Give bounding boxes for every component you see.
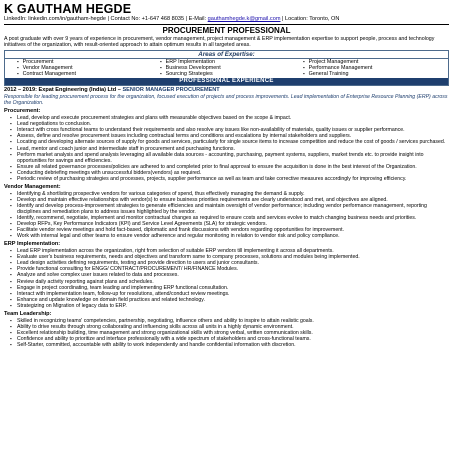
- list-item: ▪ Interact with cross functional teams to understand their requirements and also resolve any issues like non-availability of materials, quality issues or supplier performance.: [17, 127, 449, 133]
- expertise-item: ▪ Contract Management: [17, 71, 160, 77]
- summary: A post graduate with over 9 years of experience in procurement, vendor management, project management & ERP implementation expertise to support people, process and technology initiatives of the organization, with result-oriented approach to attain optimum results in all targeted areas.: [4, 36, 435, 49]
- list-item: ▪ Lead, mentor and coach junior and intermediate staff in procurement and purchasing functions.: [17, 146, 449, 152]
- list-item: ▪ Develop and maintain effective relationships with vendor(s) to ensure business priorities requirements are clearly understood and met, and objectives are aligned.: [17, 197, 449, 203]
- list-item: ▪ Lead, develop and execute procurement strategies and plans with measurable objectives based on the scope & impact.: [17, 115, 449, 121]
- list-item: ▪ Engage in project coordinating, team leading and implementing ERP functional consultation.: [17, 285, 449, 291]
- job-heading: [4, 87, 449, 94]
- expertise-item: ▪ Procurement: [17, 59, 160, 65]
- section-title: Procurement:: [4, 108, 41, 115]
- bullet-list: [4, 318, 449, 348]
- list-item: ▪ Ensure all related governance processes/policies are adhered to and completed prior to final approval to ensure the acquisition is done in the best interest of the Organization.: [17, 164, 449, 170]
- role-note: Responsible for leading procurement process for the organization, focused execution of projects and process improvements. Lead implementation of Enterprise Resource Planning (ERP) across the Organization.: [4, 94, 448, 107]
- expertise-item: ▪ Performance Management: [303, 65, 446, 71]
- job-role: SENIOR MANAGER PROCUREMENT: [122, 87, 220, 94]
- bullet-list: [4, 248, 449, 309]
- expertise-item: ▪ ERP Implementation: [160, 59, 303, 65]
- list-item: ▪ Locating and developing alternate sources of supply for goods and services, particularly for single source items to increase competition and reduce the cost of goods / services purchased.: [17, 139, 449, 145]
- contact-details: LinkedIn: linkedin.com/in/gautham-hegde | Contact No: +1-647 468 8035 | E-Mail:: [4, 16, 207, 22]
- section-title: Vendor Management:: [4, 184, 61, 191]
- list-item: ▪ Perform market analysis and spend analysis leveraging all available data sources - accounting, purchasing, payment systems, suppliers, market trends etc. to provide insight into opportunities for savings and efficiencies.: [17, 152, 449, 164]
- expertise-item: ▪ General Training: [303, 71, 446, 77]
- list-item: ▪ Lead design activities defining requirements, testing and provide direction to users and junior consultants.: [17, 260, 449, 266]
- expertise-item: ▪ Sourcing Strategies: [160, 71, 303, 77]
- contact-line: [4, 16, 449, 25]
- list-item: ▪ Self-Starter, committed, accountable with ability to work independently and handle confidential information with discretion.: [17, 342, 449, 348]
- expertise-box: [4, 50, 449, 87]
- list-item: ▪ Interact with implementation team, follow-up for resolutions, attend/conduct review meetings.: [17, 291, 449, 297]
- list-item: ▪ Evaluate user's business requirements, needs and objectives and transform same to company processes, solutions and modules being implemented.: [17, 254, 449, 260]
- list-item: ▪ Assess, define and resolve procurement issues including contractual terms and conditions and escalations by internal stakeholders and suppliers.: [17, 133, 449, 139]
- list-item: ▪ Enhance and update knowledge on domain field practices and related technology.: [17, 297, 449, 303]
- list-item: ▪ Skilled in recognizing teams' competencies, partnership, negotiating, influence others and ability to inspire to attain realistic goals.: [17, 318, 449, 324]
- list-item: ▪ Provide functional consulting for ENGG/ CONTRACT/PROCUREMENT/ HR/FINANCE Modules.: [17, 266, 449, 272]
- experience-band: PROFESSIONAL EXPERIENCE: [5, 78, 448, 85]
- list-item: ▪ Work with internal legal and other teams to ensure vendor adherence and regular monitoring in relation to vendor risk and policy compliance.: [17, 233, 449, 239]
- bullet-list: [4, 115, 449, 182]
- list-item: ▪ Lead negotiations to conclusion.: [17, 121, 449, 127]
- headline: PROCUREMENT PROFESSIONAL: [162, 26, 291, 35]
- list-item: ▪ Confidence and ability to prioritize and interface professionally with a wide spectrum of stakeholders and cross-functional teams.: [17, 336, 449, 342]
- list-item: ▪ Review daily activity reporting against plans and schedules.: [17, 279, 449, 285]
- list-item: ▪ Conducting debriefing meetings with unsuccessful bidders(vendors) as required.: [17, 170, 449, 176]
- list-item: ▪ Strategizing on Migration of legacy data to ERP.: [17, 303, 449, 309]
- expertise-item: ▪ Project Management: [303, 59, 446, 65]
- candidate-name: K GAUTHAM HEGDE: [4, 2, 132, 16]
- list-item: ▪ Identify, recommend, negotiate, implement and monitor contractual changes as required to ensure costs and services evolve to match changing business needs and priorities.: [17, 215, 449, 221]
- expertise-item: ▪ Vendor Management: [17, 65, 160, 71]
- list-item: ▪ Develop RFPs, Key Performance Indicators (KPI) and Service Level Agreements (SLA) for strategic vendors.: [17, 221, 449, 227]
- list-item: ▪ Identify and develop process-improvement strategies to generate efficiencies and maintain oversight of vendor performance; including vendor performance management, reporting disciplines and remediation plans to address issues highlighted by the vendor.: [17, 203, 449, 215]
- expertise-grid: [5, 59, 448, 79]
- list-item: ▪ Periodic review of purchasing strategies and processes, projects, supplier performance as well as team and take corrective measures accordingly for improving efficiency.: [17, 176, 449, 182]
- list-item: ▪ Lead ERP implementation across the organization, right from selection of suitable ERP vendors till implementing it across all departments.: [17, 248, 449, 254]
- section-title: ERP Implementation:: [4, 241, 61, 248]
- list-item: ▪ Excellent relationship building, time management and strong organizational skills with strong verbal, written communication skills.: [17, 330, 449, 336]
- expertise-title: Areas of Expertise:: [5, 51, 448, 59]
- list-item: ▪ Ability to drive results through strong collaborating and influencing skills across all units in a highly dynamic environment.: [17, 324, 449, 330]
- job-period-company: 2012 – 2019: Expat Engineering (India) Ltd –: [4, 87, 121, 94]
- resume-page: [4, 2, 449, 451]
- bullet-list: [4, 191, 449, 240]
- location-text: | Location: Toronto, ON: [282, 16, 340, 22]
- email-link[interactable]: gauthamhegde.k@gmail.com: [207, 16, 281, 22]
- section-title: Team Leadership:: [4, 310, 52, 317]
- experience-sections: [4, 108, 449, 348]
- list-item: ▪ Analyze and solve complex user issues related to data and processes.: [17, 272, 449, 278]
- expertise-item: ▪ Business Development: [160, 65, 303, 71]
- list-item: ▪ Facilitate vendor review meetings and hold fact-based, diplomatic and frank discussions with vendors regarding opportunities for improvement.: [17, 227, 449, 233]
- list-item: ▪ Identifying & shortlisting prospective vendors for various categories of spend, thus effectively managing the demand & supply.: [17, 191, 449, 197]
